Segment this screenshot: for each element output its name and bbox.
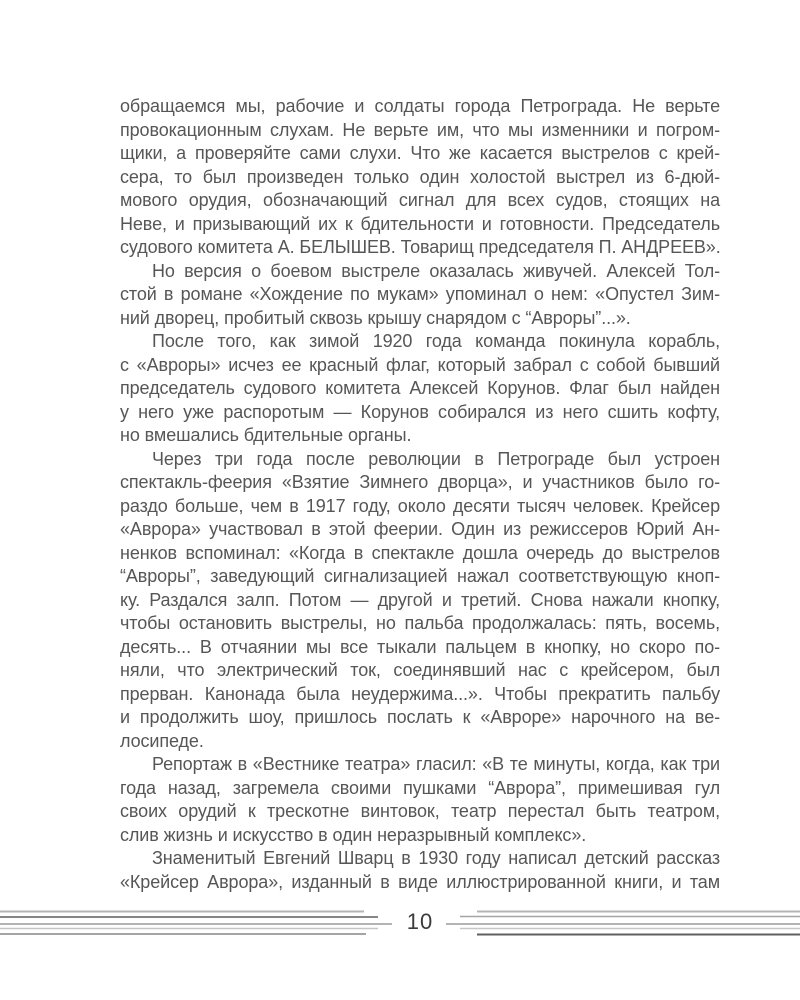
paragraph xyxy=(120,753,720,847)
text-line: десять... В отчаянии мы все тыкали пальцем в кнопку, но скоро по- xyxy=(120,636,720,657)
page-number: 10 xyxy=(405,906,435,938)
paragraph xyxy=(120,847,720,894)
text-line: обращаемся мы, рабочие и солдаты города Петрограда. Не верьте xyxy=(120,96,720,116)
text-line: своих орудий к трескотне винтовок, театр перестал быть театром, xyxy=(120,801,720,821)
text-line: Но версия о боевом выстреле оказалась живучей. Алексей Тол- xyxy=(152,260,720,281)
text-line: и продолжить шоу, пришлось послать к «Авроре» нарочного на ве- xyxy=(120,707,720,727)
text-line: няли, что электрический ток, соединявший нас с крейсером, был xyxy=(120,660,720,680)
text-line: мового орудия, обозначающий сигнал для всех судов, стоящих на xyxy=(120,190,720,210)
text-line: Репортаж в «Вестнике театра» гласил: «В те минуты, когда, как три xyxy=(152,754,720,774)
text-line: После того, как зимой 1920 года команда покинула корабль, xyxy=(152,331,720,351)
paragraph xyxy=(120,95,720,260)
text-line: года назад, загремела своими пушками “Аврора”, примешивая гул xyxy=(120,777,720,798)
footer-ornament-lines xyxy=(0,900,800,950)
text-line: у него уже распоротым — Корунов собирался из него сшить кофту, xyxy=(120,401,720,422)
text-line: Через три года после революции в Петрограде был устроен xyxy=(152,448,720,469)
text-line: прерван. Канонада была неудержима...». Чтобы прекратить пальбу xyxy=(120,683,720,704)
text-line: Неве, и призывающий их к бдительности и готовности. Председатель xyxy=(120,213,720,234)
text-line: спектакль-феерия «Взятие Зимнего дворца», и участников было го- xyxy=(120,472,720,492)
text-line: стой в романе «Хождение по мукам» упоминал о нем: «Опустел Зим- xyxy=(120,284,720,304)
text-line: чтобы остановить выстрелы, но пальба продолжалась: пять, восемь, xyxy=(120,613,720,633)
text-line: с «Авроры» исчез ее красный флаг, который забрал с собой бывший xyxy=(120,354,720,375)
text-line: «Крейсер Аврора», изданный в виде иллюстрированной книги, и там xyxy=(120,871,720,892)
text-line: слив жизнь и искусство в один неразрывный комплекс». xyxy=(120,824,587,845)
paragraph xyxy=(120,260,720,331)
text-line: судового комитета А. БЕЛЫШЕВ. Товарищ председателя П. АНДРЕЕВ». xyxy=(120,237,721,257)
text-line: председатель судового комитета Алексей Корунов. Флаг был найден xyxy=(120,378,720,398)
text-line: ний дворец, пробитый сквозь крышу снарядом с “Авроры”...». xyxy=(120,307,631,328)
text-line: «Аврора» участвовал в этой феерии. Один из режиссеров Юрий Ан- xyxy=(120,519,720,539)
text-line: щики, а проверяйте сами слухи. Что же касается выстрелов с крей- xyxy=(120,143,720,163)
text-line: провокационным слухам. Не верьте им, что мы изменники и погром- xyxy=(120,119,720,140)
text-line: ку. Раздался залп. Потом — другой и третий. Снова нажали кнопку, xyxy=(120,589,720,610)
paragraph xyxy=(120,330,720,448)
text-line: лосипеде. xyxy=(120,730,204,751)
paragraph xyxy=(120,448,720,754)
text-line: “Авроры”, заведующий сигнализацией нажал соответствующую кноп- xyxy=(120,566,720,586)
text-line: но вмешались бдительные органы. xyxy=(120,425,412,445)
text-line: сера, то был произведен только один холостой выстрел из 6-дюй- xyxy=(120,166,720,187)
text-line: Знаменитый Евгений Шварц в 1930 году написал детский рассказ xyxy=(152,848,720,868)
page-text-block xyxy=(120,95,720,894)
text-line: раздо больше, чем в 1917 году, около десяти тысяч человек. Крейсер xyxy=(120,495,720,516)
text-line: ненков вспоминал: «Когда в спектакле дошла очередь до выстрелов xyxy=(120,542,720,563)
